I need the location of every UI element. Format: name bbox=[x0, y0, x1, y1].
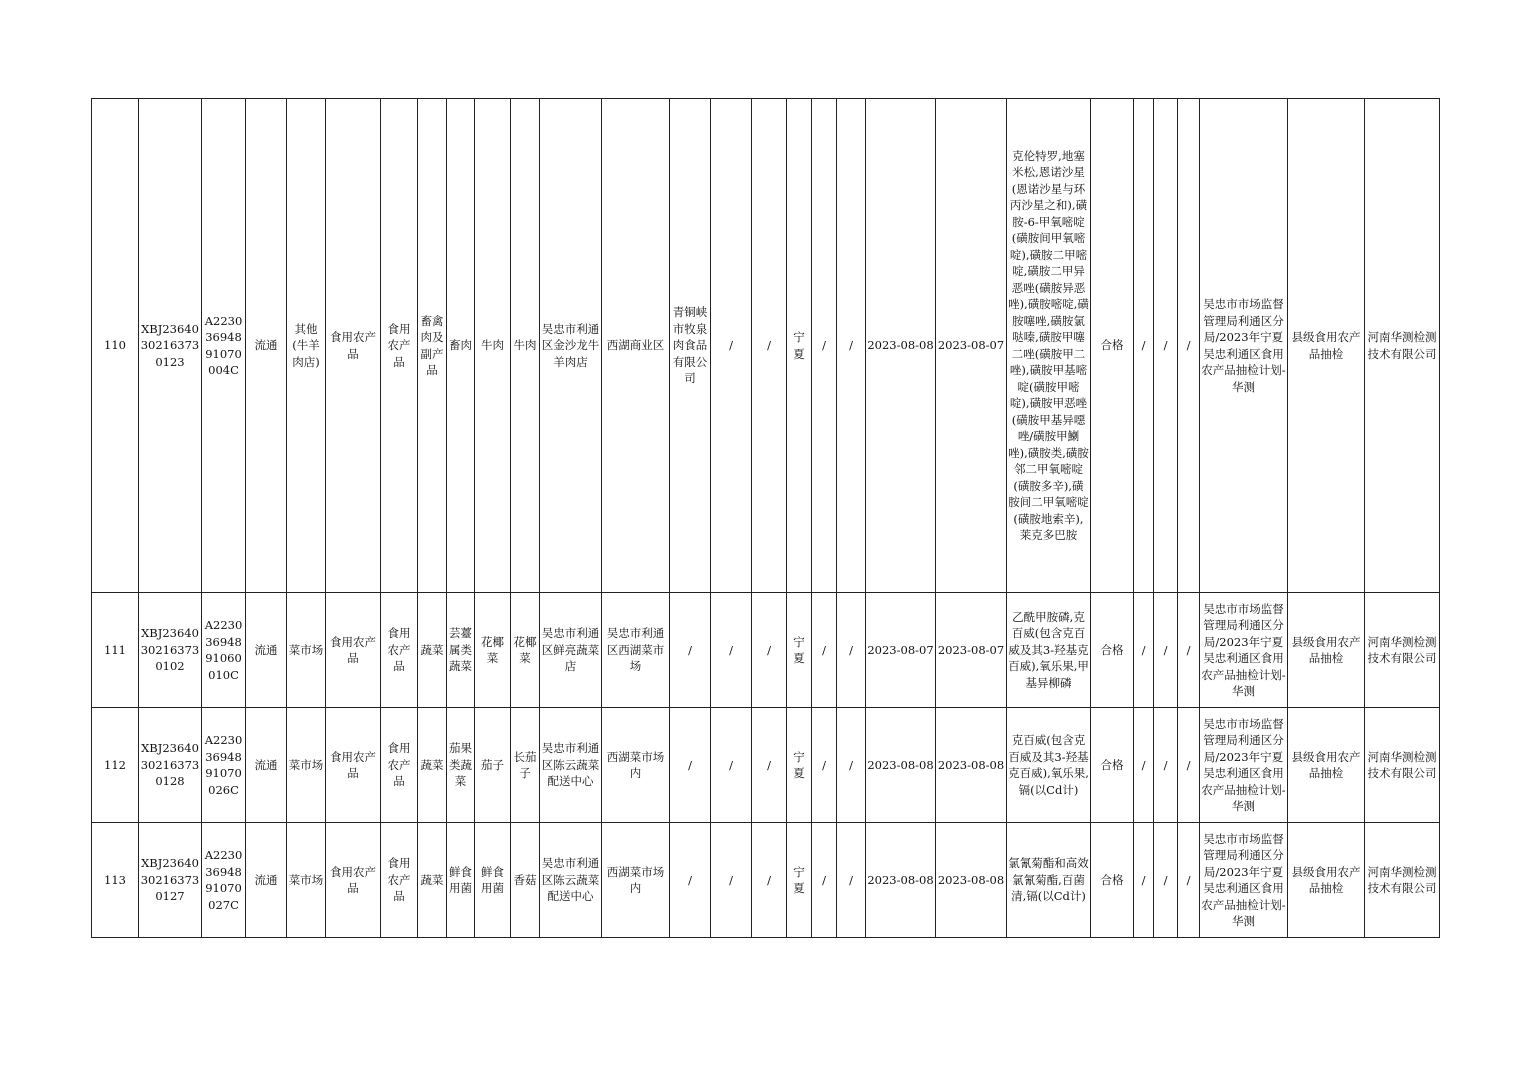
category-level-1: 食用农产品 bbox=[326, 593, 381, 708]
category-level-2: 食用农产品 bbox=[381, 823, 418, 938]
stage: 流通 bbox=[246, 593, 287, 708]
trademark: / bbox=[812, 708, 837, 823]
producer-address: / bbox=[711, 823, 752, 938]
task-type: 县级食用农产品抽检 bbox=[1288, 593, 1365, 708]
sample-name: 长茄子 bbox=[511, 708, 540, 823]
report-number: XBJ23640302163730123 bbox=[139, 99, 202, 593]
measured-value: / bbox=[1178, 708, 1200, 823]
inspection-results-table bbox=[91, 98, 1440, 938]
trademark: / bbox=[812, 593, 837, 708]
standard-value: / bbox=[1154, 708, 1178, 823]
sampled-unit: 吴忠市利通区陈云蔬菜配送中心 bbox=[540, 708, 602, 823]
sampled-address: 西湖菜市场内 bbox=[602, 823, 670, 938]
trademark: / bbox=[812, 823, 837, 938]
non-conforming-item: / bbox=[1134, 593, 1154, 708]
category-level-4: 芸薹属类蔬菜 bbox=[447, 593, 475, 708]
task-type: 县级食用农产品抽检 bbox=[1288, 823, 1365, 938]
producer-address: / bbox=[711, 99, 752, 593]
batch: / bbox=[837, 823, 866, 938]
test-items: 乙酰甲胺磷,克百威(包含克百威及其3-羟基克百威),氧乐果,甲基异柳磷 bbox=[1007, 593, 1091, 708]
category-level-1: 食用农产品 bbox=[326, 823, 381, 938]
specification: / bbox=[752, 593, 787, 708]
task-type: 县级食用农产品抽检 bbox=[1288, 99, 1365, 593]
standard-value: / bbox=[1154, 823, 1178, 938]
test-items: 克伦特罗,地塞米松,恩诺沙星(恩诺沙星与环丙沙星之和),磺胺-6-甲氧嘧啶(磺胺间甲氧嘧啶),磺胺二甲嘧啶,磺胺二甲异恶唑(磺胺异恶唑),磺胺嘧啶,磺胺噻唑,磺胺氯哒嗪,磺胺甲噻二唑(磺胺甲二唑),磺胺甲基嘧啶(磺胺甲嘧啶),磺胺甲恶唑(磺胺甲基异噁唑/磺胺甲鯻唑),磺胺类,磺胺邻二甲氧嘧啶(磺胺多辛),磺胺间二甲氧嘧啶(磺胺地索辛),莱克多巴胺 bbox=[1007, 99, 1091, 593]
category-level-5: 鲜食用菌 bbox=[475, 823, 511, 938]
category-level-3: 蔬菜 bbox=[418, 823, 447, 938]
report-number: XBJ23640302163730127 bbox=[139, 823, 202, 938]
province: 宁夏 bbox=[787, 708, 812, 823]
table-row bbox=[92, 708, 1440, 823]
batch: / bbox=[837, 708, 866, 823]
producer: / bbox=[670, 593, 711, 708]
category-level-4: 畜肉 bbox=[447, 99, 475, 593]
sampling-place: 菜市场 bbox=[287, 593, 326, 708]
production-date: 2023-08-08 bbox=[866, 708, 936, 823]
batch: / bbox=[837, 99, 866, 593]
measured-value: / bbox=[1178, 823, 1200, 938]
result: 合格 bbox=[1091, 823, 1134, 938]
production-date: 2023-08-07 bbox=[866, 593, 936, 708]
stage: 流通 bbox=[246, 99, 287, 593]
production-date: 2023-08-08 bbox=[866, 823, 936, 938]
category-level-3: 蔬菜 bbox=[418, 708, 447, 823]
category-level-5: 茄子 bbox=[475, 708, 511, 823]
producer-address: / bbox=[711, 593, 752, 708]
production-date: 2023-08-08 bbox=[866, 99, 936, 593]
task-source: 吴忠市市场监督管理局利通区分局/2023年宁夏吴忠利通区食用农产品抽检计划-华测 bbox=[1200, 99, 1288, 593]
row-number: 112 bbox=[92, 708, 139, 823]
sampling-date: 2023-08-07 bbox=[936, 593, 1007, 708]
sampling-place: 菜市场 bbox=[287, 708, 326, 823]
specification: / bbox=[752, 708, 787, 823]
row-number: 111 bbox=[92, 593, 139, 708]
sampled-address: 吴忠市利通区西湖菜市场 bbox=[602, 593, 670, 708]
test-items: 氯氰菊酯和高效氯氰菊酯,百菌清,镉(以Cd计) bbox=[1007, 823, 1091, 938]
non-conforming-item: / bbox=[1134, 708, 1154, 823]
sampled-unit: 吴忠市利通区金沙龙牛羊肉店 bbox=[540, 99, 602, 593]
stage: 流通 bbox=[246, 708, 287, 823]
non-conforming-item: / bbox=[1134, 823, 1154, 938]
sampling-place: 其他(牛羊肉店) bbox=[287, 99, 326, 593]
sampling-date: 2023-08-07 bbox=[936, 99, 1007, 593]
non-conforming-item: / bbox=[1134, 99, 1154, 593]
specification: / bbox=[752, 823, 787, 938]
result: 合格 bbox=[1091, 708, 1134, 823]
category-level-2: 食用农产品 bbox=[381, 708, 418, 823]
row-number: 110 bbox=[92, 99, 139, 593]
province: 宁夏 bbox=[787, 593, 812, 708]
sample-number: A22303694891070026C bbox=[202, 708, 246, 823]
sampling-date: 2023-08-08 bbox=[936, 708, 1007, 823]
sampled-unit: 吴忠市利通区鲜亮蔬菜店 bbox=[540, 593, 602, 708]
sample-name: 花椰菜 bbox=[511, 593, 540, 708]
testing-lab: 河南华测检测技术有限公司 bbox=[1365, 708, 1440, 823]
sample-number: A22303694891070004C bbox=[202, 99, 246, 593]
sampling-date: 2023-08-08 bbox=[936, 823, 1007, 938]
table-row bbox=[92, 99, 1440, 593]
category-level-5: 牛肉 bbox=[475, 99, 511, 593]
standard-value: / bbox=[1154, 593, 1178, 708]
category-level-1: 食用农产品 bbox=[326, 708, 381, 823]
table-row bbox=[92, 823, 1440, 938]
measured-value: / bbox=[1178, 99, 1200, 593]
table-row bbox=[92, 593, 1440, 708]
task-source: 吴忠市市场监督管理局利通区分局/2023年宁夏吴忠利通区食用农产品抽检计划-华测 bbox=[1200, 823, 1288, 938]
stage: 流通 bbox=[246, 823, 287, 938]
sample-name: 香菇 bbox=[511, 823, 540, 938]
category-level-1: 食用农产品 bbox=[326, 99, 381, 593]
producer-address: / bbox=[711, 708, 752, 823]
task-source: 吴忠市市场监督管理局利通区分局/2023年宁夏吴忠利通区食用农产品抽检计划-华测 bbox=[1200, 708, 1288, 823]
province: 宁夏 bbox=[787, 823, 812, 938]
sampled-address: 西湖菜市场内 bbox=[602, 708, 670, 823]
measured-value: / bbox=[1178, 593, 1200, 708]
standard-value: / bbox=[1154, 99, 1178, 593]
province: 宁夏 bbox=[787, 99, 812, 593]
test-items: 克百威(包含克百威及其3-羟基克百威),氧乐果,镉(以Cd计) bbox=[1007, 708, 1091, 823]
category-level-3: 畜禽肉及副产品 bbox=[418, 99, 447, 593]
sample-number: A22303694891060010C bbox=[202, 593, 246, 708]
testing-lab: 河南华测检测技术有限公司 bbox=[1365, 823, 1440, 938]
producer: 青铜峡市牧泉肉食品有限公司 bbox=[670, 99, 711, 593]
task-source: 吴忠市市场监督管理局利通区分局/2023年宁夏吴忠利通区食用农产品抽检计划-华测 bbox=[1200, 593, 1288, 708]
category-level-2: 食用农产品 bbox=[381, 593, 418, 708]
trademark: / bbox=[812, 99, 837, 593]
producer: / bbox=[670, 823, 711, 938]
result: 合格 bbox=[1091, 99, 1134, 593]
testing-lab: 河南华测检测技术有限公司 bbox=[1365, 99, 1440, 593]
sampling-place: 菜市场 bbox=[287, 823, 326, 938]
result: 合格 bbox=[1091, 593, 1134, 708]
category-level-4: 茄果类蔬菜 bbox=[447, 708, 475, 823]
report-number: XBJ23640302163730128 bbox=[139, 708, 202, 823]
sample-number: A22303694891070027C bbox=[202, 823, 246, 938]
batch: / bbox=[837, 593, 866, 708]
category-level-4: 鲜食用菌 bbox=[447, 823, 475, 938]
sampled-address: 西湖商业区 bbox=[602, 99, 670, 593]
sampled-unit: 吴忠市利通区陈云蔬菜配送中心 bbox=[540, 823, 602, 938]
task-type: 县级食用农产品抽检 bbox=[1288, 708, 1365, 823]
row-number: 113 bbox=[92, 823, 139, 938]
producer: / bbox=[670, 708, 711, 823]
category-level-2: 食用农产品 bbox=[381, 99, 418, 593]
category-level-3: 蔬菜 bbox=[418, 593, 447, 708]
testing-lab: 河南华测检测技术有限公司 bbox=[1365, 593, 1440, 708]
sample-name: 牛肉 bbox=[511, 99, 540, 593]
report-number: XBJ23640302163730102 bbox=[139, 593, 202, 708]
specification: / bbox=[752, 99, 787, 593]
category-level-5: 花椰菜 bbox=[475, 593, 511, 708]
